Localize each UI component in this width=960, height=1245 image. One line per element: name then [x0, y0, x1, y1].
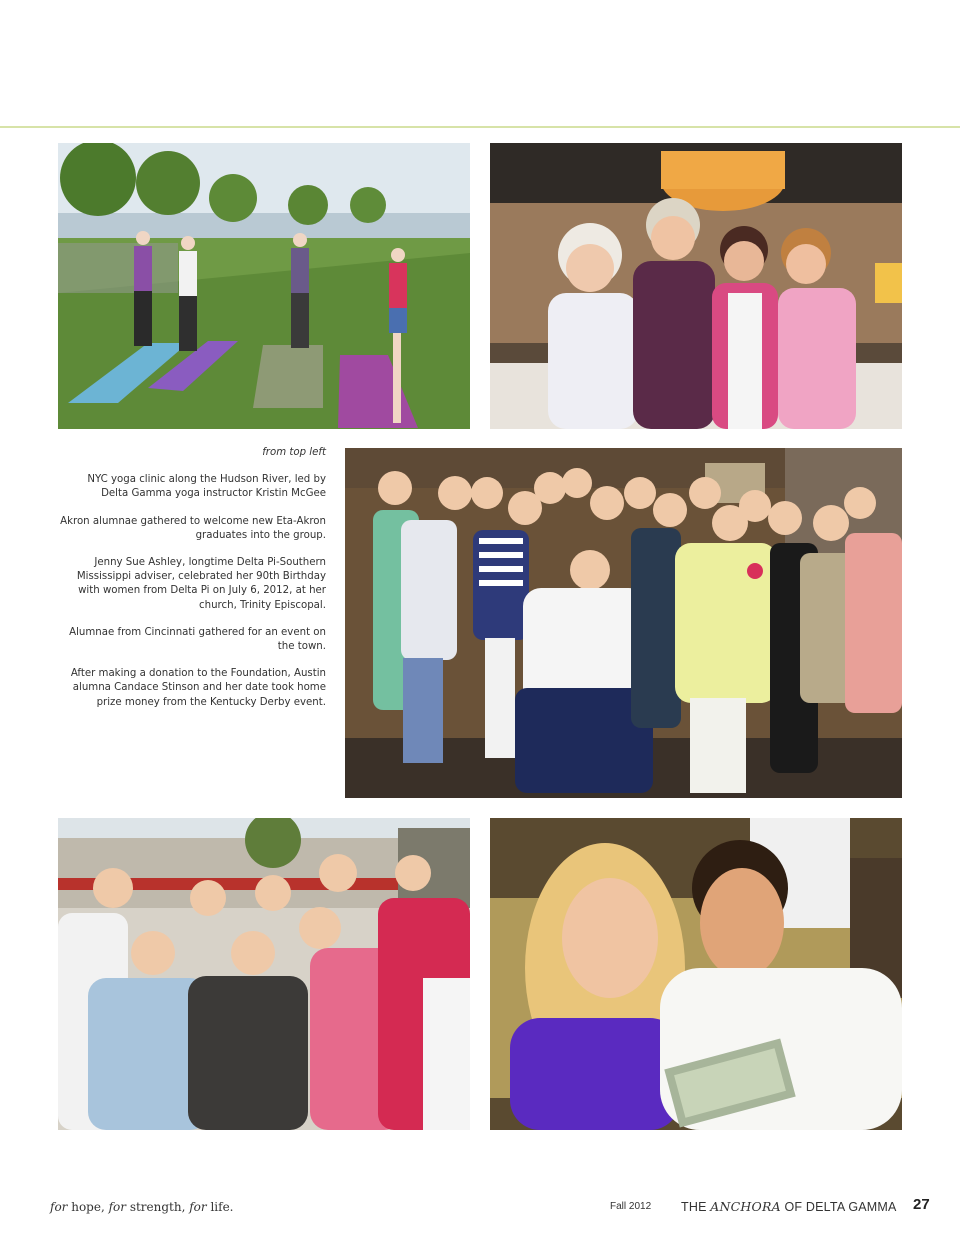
footer-magazine-title: THE ANCHORA OF DELTA GAMMA: [681, 1199, 897, 1214]
caption-yoga: NYC yoga clinic along the Hudson River, led by Delta Gamma yoga instructor Kristin McGee: [87, 474, 326, 500]
caption-akron: Akron alumnae gathered to welcome new Eta-Akron graduates into the group.: [60, 515, 326, 541]
page-number: 27: [913, 1196, 930, 1213]
captions-lead: from top left: [262, 447, 326, 458]
footer-tagline: for hope, for strength, for life.: [50, 1200, 234, 1214]
photo-akron-alumnae: [490, 143, 902, 429]
photo-cincinnati-alumnae: [58, 818, 470, 1130]
footer-issue-season: Fall 2012: [610, 1201, 652, 1212]
caption-cincinnati: Alumnae from Cincinnati gathered for an event on the town.: [69, 626, 326, 653]
photo-captions: [58, 446, 326, 723]
photo-yoga-clinic: [58, 143, 470, 429]
photo-austin-kentucky-derby: [490, 818, 902, 1130]
photo-jenny-sue-ashley-birthday: [345, 448, 902, 798]
caption-austin: After making a donation to the Foundation, Austin alumna Candace Stinson and her date took home prize money from the Kentucky Derby event.: [70, 668, 326, 708]
header-rule: [0, 126, 960, 128]
caption-jenny: Jenny Sue Ashley, longtime Delta Pi-Southern Mississippi adviser, celebrated her 90th Birthday with women from Delta Pi on July 6, 2012, at her church, Trinity Episcopal.: [76, 557, 326, 611]
